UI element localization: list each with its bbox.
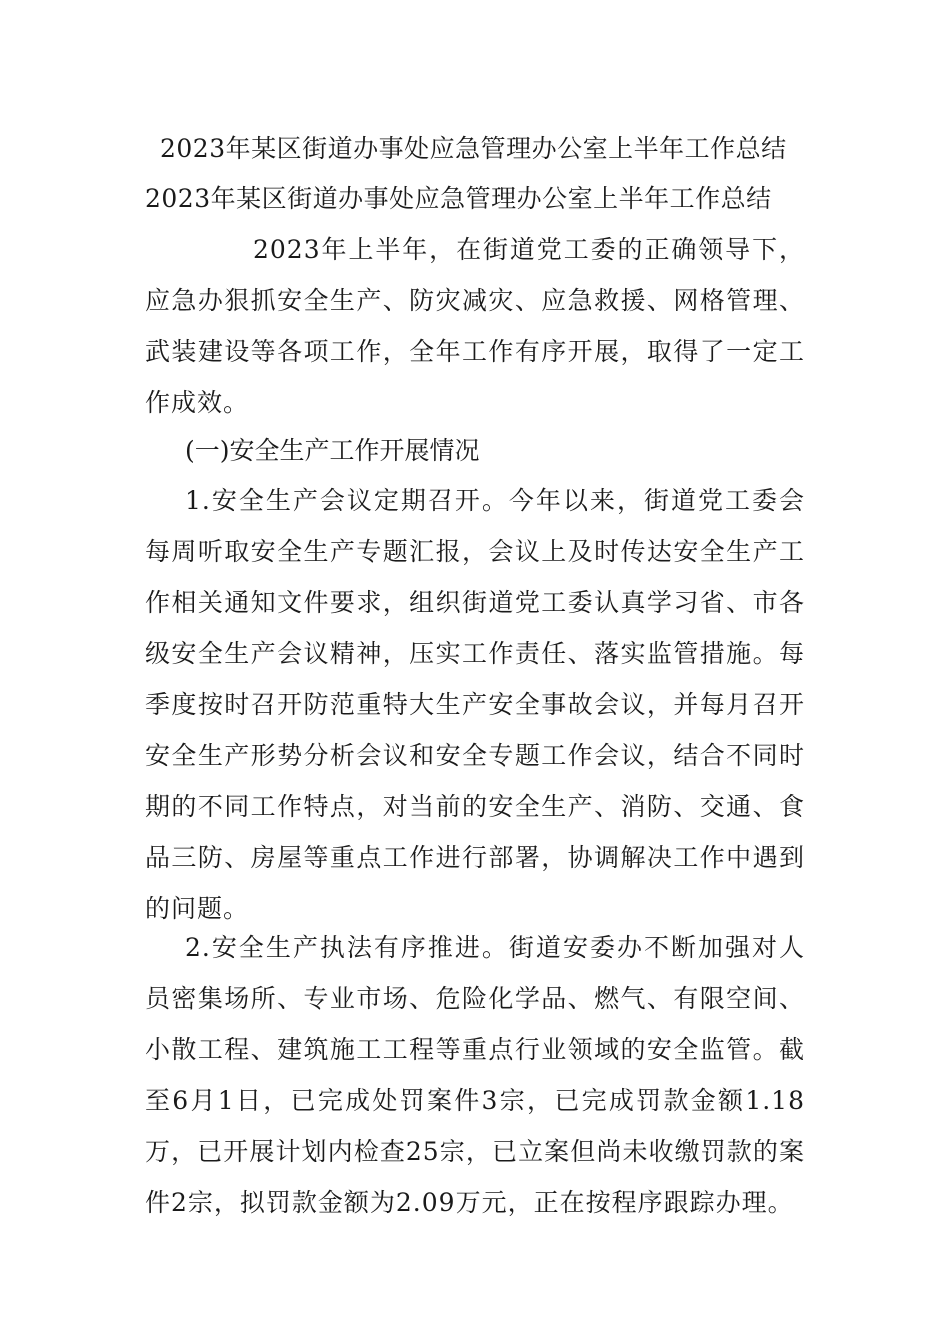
item-paragraph-2: 2.安全生产执法有序推进。街道安委办不断加强对人员密集场所、专业市场、危险化学品、燃气、有限空间、小散工程、建筑施工工程等重点行业领域的安全监管。截至6月1日，已完成处罚案件3宗，已完成罚款金额1.18万，已开展计划内检查25宗，已立案但尚未收缴罚款的案件2宗，拟罚款金额为2.09万元，正在按程序跟踪办理。 (145, 933, 805, 1217)
document-title-repeat: 2023年某区街道办事处应急管理办公室上半年工作总结 (145, 184, 772, 213)
item-paragraph-1: 1.安全生产会议定期召开。今年以来，街道党工委会每周听取安全生产专题汇报，会议上及时传达安全生产工作相关通知文件要求，组织街道党工委认真学习省、市各级安全生产会议精神，压实工作责任、落实监管措施。每季度按时召开防范重特大生产安全事故会议，并每月召开安全生产形势分析会议和安全专题工作会议，结合不同时期的不同工作特点，对当前的安全生产、消防、交通、食品三防、房屋等重点工作进行部署，协调解决工作中遇到的问题。 (145, 486, 805, 923)
document-title: 2023年某区街道办事处应急管理办公室上半年工作总结 (160, 134, 787, 163)
intro-paragraph: 2023年上半年，在街道党工委的正确领导下，应急办狠抓安全生产、防灾减灾、应急救援、网格管理、武装建设等各项工作，全年工作有序开展，取得了一定工作成效。 (145, 235, 805, 417)
section-heading: (一)安全生产工作开展情况 (185, 436, 480, 465)
